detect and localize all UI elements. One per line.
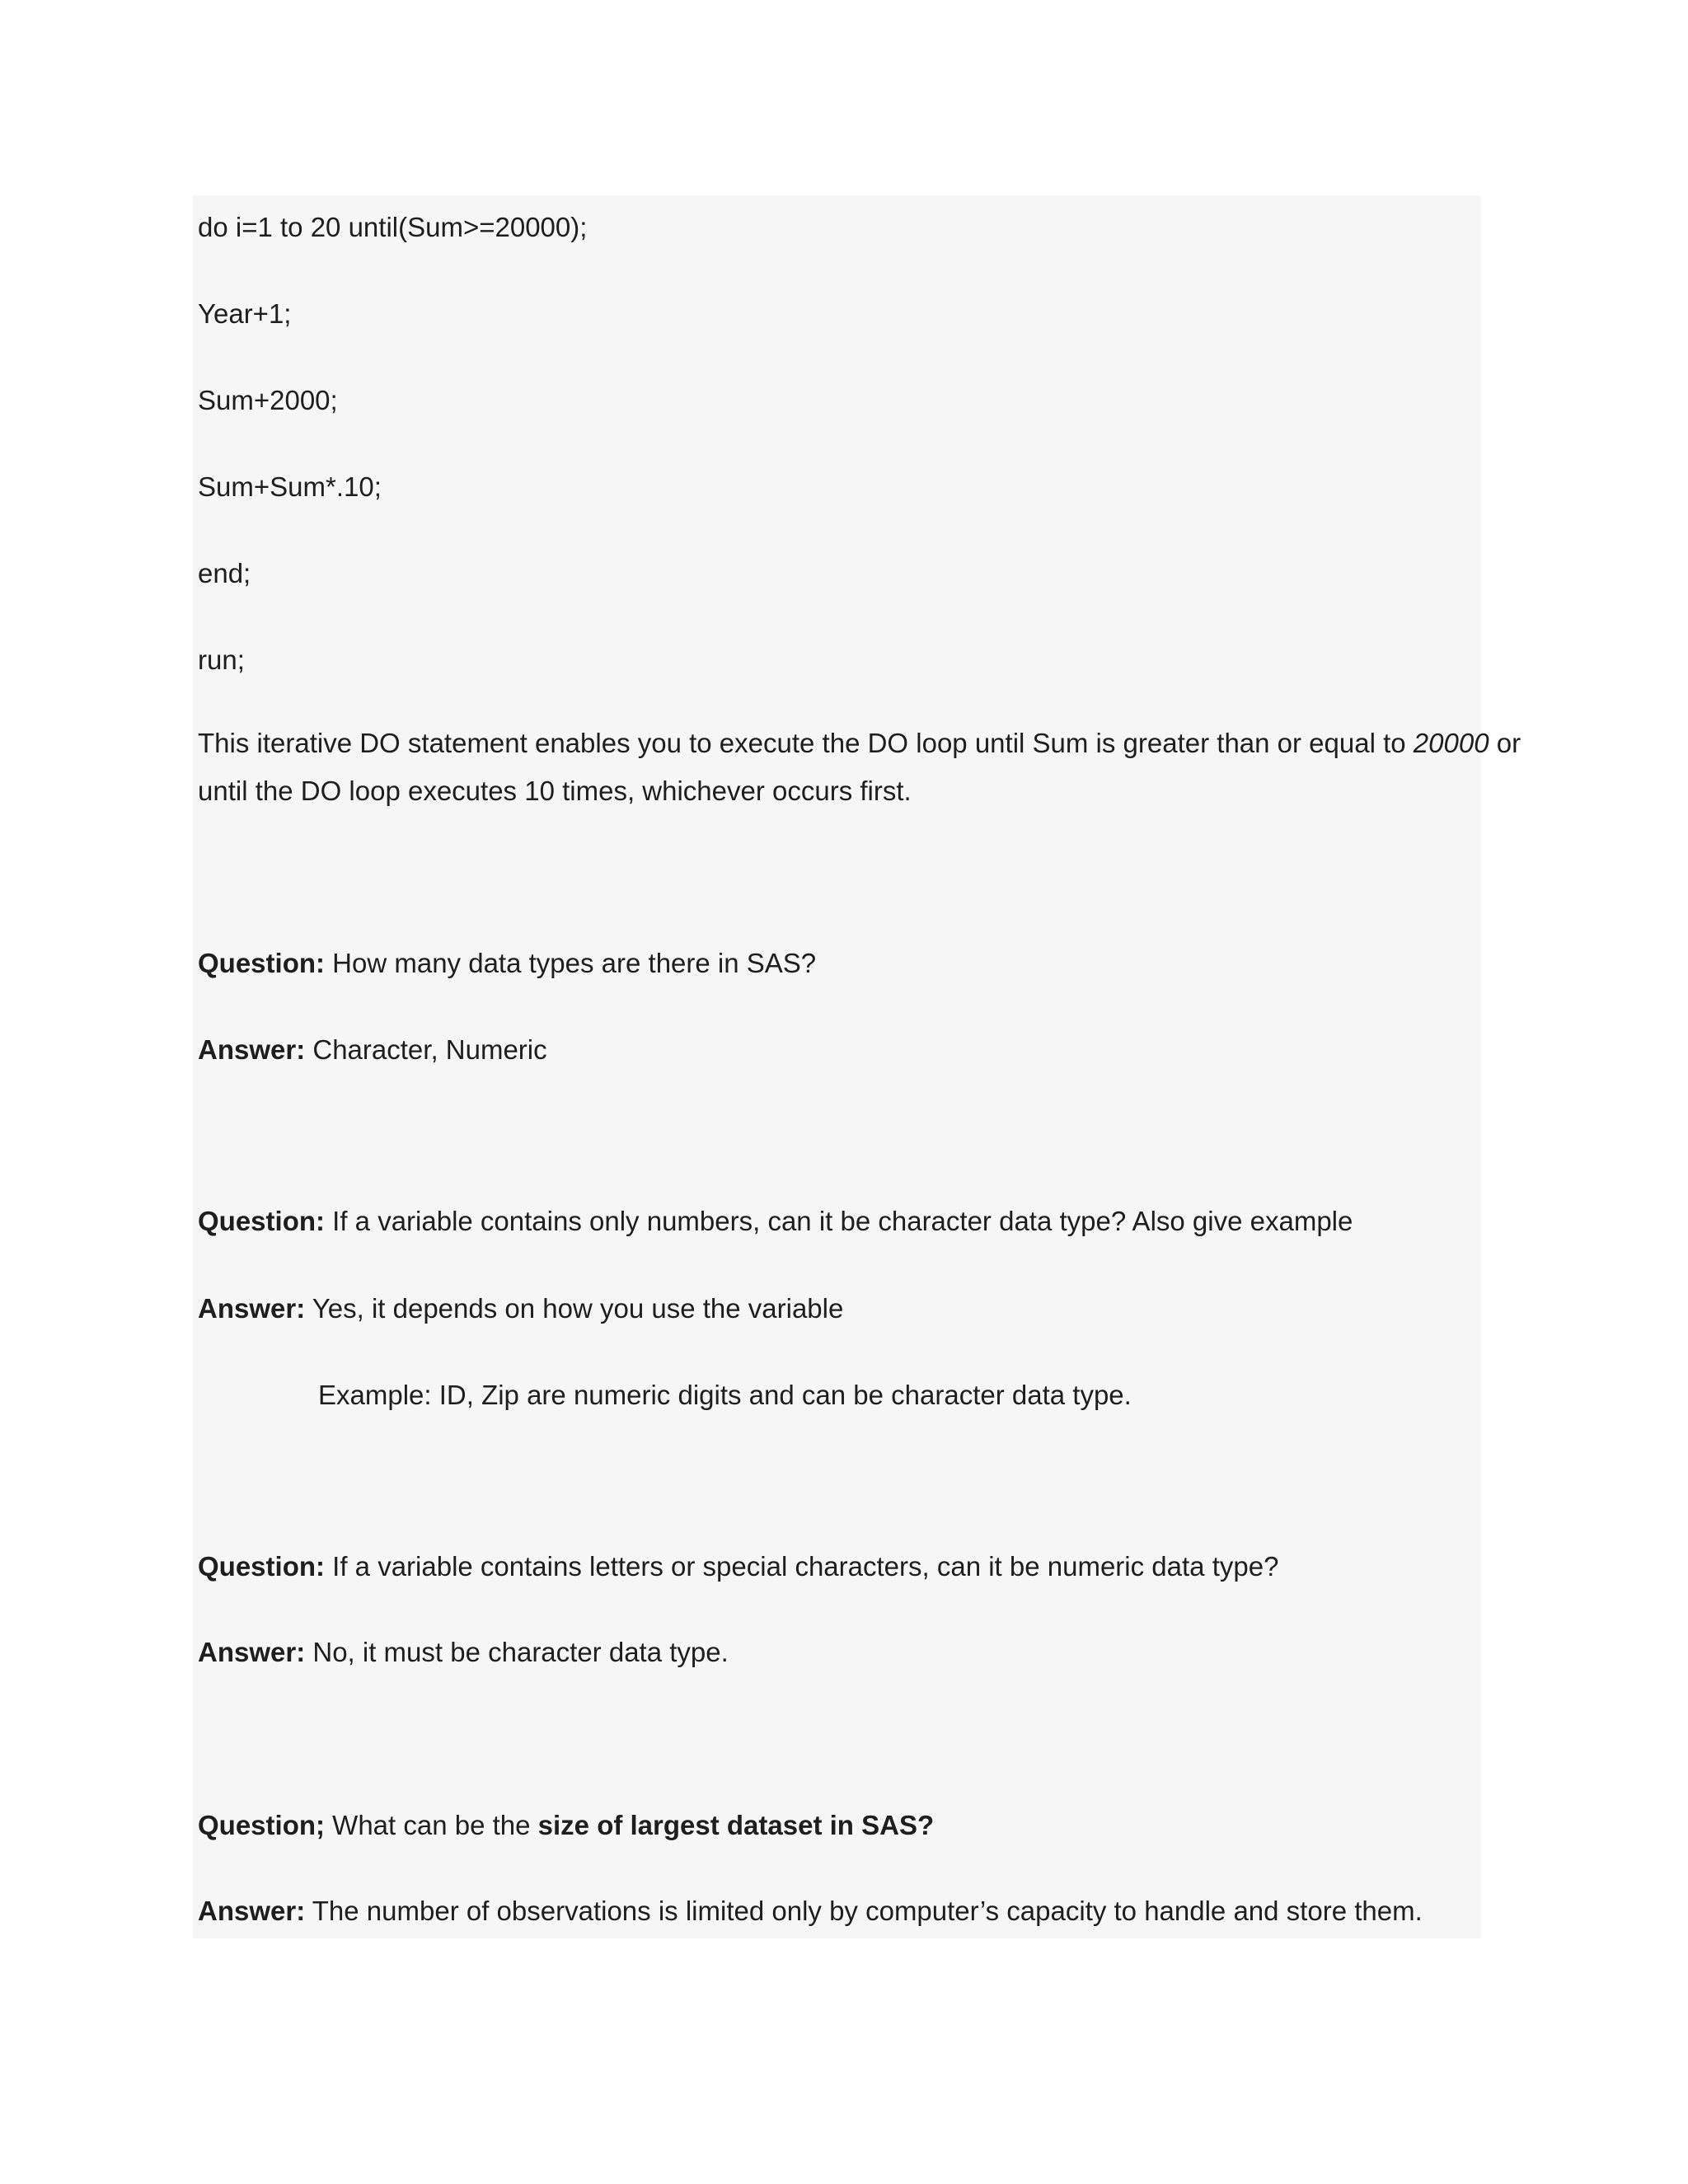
explanation-text: This iterative DO statement enables you to execute the DO loop until Sum is greater than or equal to [198, 728, 1414, 758]
code-line-2: Year+1; [198, 298, 292, 329]
question-1 [198, 947, 816, 980]
answer-label: Answer: [198, 1896, 306, 1926]
answer-label: Answer: [198, 1034, 306, 1065]
question-text: If a variable contains letters or special characters, can it be numeric data type? [325, 1551, 1279, 1582]
explanation-line-2: until the DO loop executes 10 times, whichever occurs first. [198, 776, 912, 806]
code-line-4: Sum+Sum*.10; [198, 471, 382, 502]
question-label: Question: [198, 1206, 325, 1236]
answer-text: Yes, it depends on how you use the variable [305, 1293, 844, 1324]
question-text: If a variable contains only numbers, can it be character data type? Also give example [325, 1206, 1353, 1236]
answer-4 [198, 1895, 1423, 1928]
question-label: Question: [198, 1551, 325, 1582]
code-line-6: run; [198, 644, 245, 675]
question-text: How many data types are there in SAS? [325, 948, 817, 978]
question-2 [198, 1205, 1353, 1238]
content-panel [193, 195, 1481, 1938]
question-text: What can be the [325, 1810, 538, 1840]
explanation-line-1 [198, 719, 1522, 767]
answer-label: Answer: [198, 1293, 306, 1324]
question-bold-text: size of largest dataset in SAS? [537, 1810, 935, 1840]
question-label: Question; [198, 1810, 325, 1840]
answer-2 [198, 1292, 843, 1325]
question-4 [198, 1809, 934, 1842]
question-3 [198, 1550, 1278, 1583]
code-line-1: do i=1 to 20 until(Sum>=20000); [198, 212, 588, 242]
answer-text: Character, Numeric [305, 1034, 547, 1065]
answer-label: Answer: [198, 1637, 306, 1667]
explanation-emphasis: 20000 [1413, 728, 1489, 758]
question-label: Question: [198, 948, 325, 978]
code-line-3: Sum+2000; [198, 385, 338, 415]
explanation-text-end: or [1489, 728, 1522, 758]
answer-1 [198, 1033, 547, 1066]
code-line-5: end; [198, 558, 251, 588]
explanation-paragraph [198, 719, 1522, 815]
answer-text: No, it must be character data type. [305, 1637, 729, 1667]
answer-3 [198, 1636, 729, 1669]
answer-2-example: Example: ID, Zip are numeric digits and can be character data type. [318, 1380, 1132, 1410]
answer-text: The number of observations is limited only by computer’s capacity to handle and store them. [305, 1896, 1423, 1926]
